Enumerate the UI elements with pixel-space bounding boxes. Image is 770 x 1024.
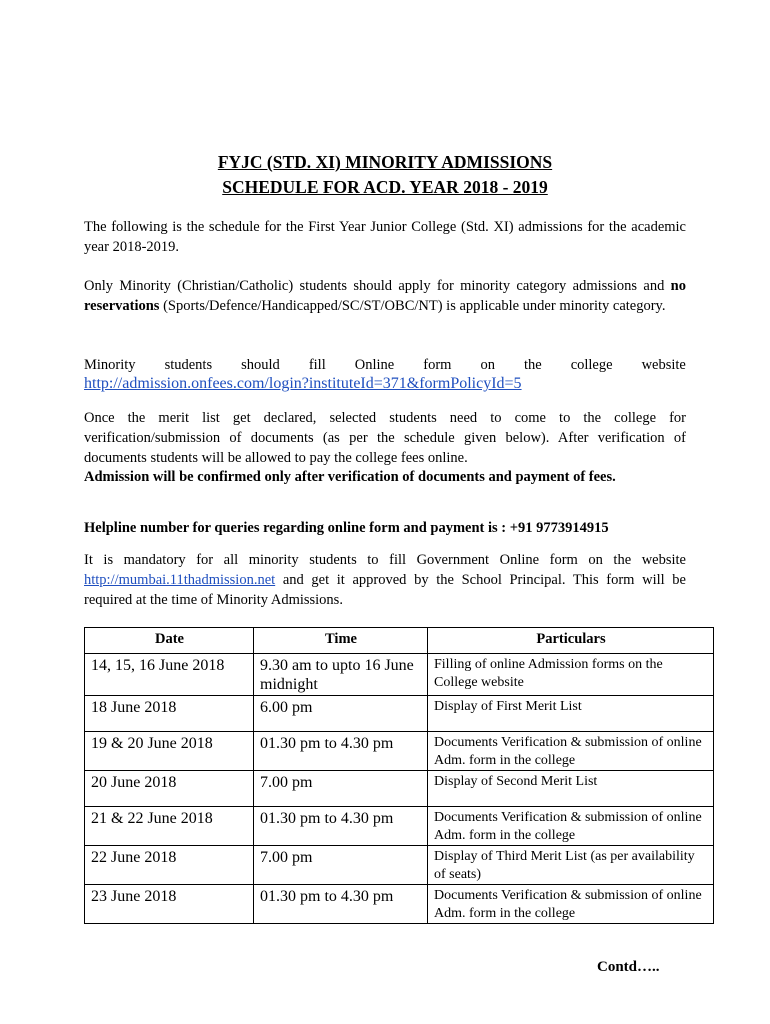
government-form-note: [84, 550, 686, 610]
table-header-row: [85, 628, 714, 654]
schedule-body: [85, 654, 714, 924]
row-particulars: Display of Third Merit List (as per availability of seats): [428, 846, 714, 885]
row-particulars: Documents Verification & submission of online Adm. form in the college: [428, 885, 714, 924]
header-date: Date: [85, 628, 254, 654]
helpline-note: [84, 518, 686, 538]
government-form-part2: and get it approved by the School Principal. This form will be required at the time of Minority Admissions.: [84, 572, 686, 608]
online-form-link-line: [84, 374, 686, 394]
row-particulars: Documents Verification & submission of online Adm. form in the college: [428, 807, 714, 846]
row-date: 22 June 2018: [85, 846, 254, 885]
title-line-1: FYJC (STD. XI) MINORITY ADMISSIONS: [217, 152, 553, 172]
online-form-instruction: [84, 355, 686, 375]
table-row: [85, 885, 714, 924]
continued-note: Contd…..: [597, 959, 660, 975]
row-date: 14, 15, 16 June 2018: [85, 654, 254, 696]
row-particulars: Filling of online Admission forms on the College website: [428, 654, 714, 696]
instruction-word: website: [641, 357, 686, 373]
row-time: 01.30 pm to 4.30 pm: [254, 885, 428, 924]
minority-note: [84, 276, 686, 316]
header-particulars: Particulars: [428, 628, 714, 654]
row-particulars: Display of First Merit List: [428, 696, 714, 732]
no-reservations-text: no reservations: [84, 278, 686, 314]
instruction-word: should: [241, 357, 280, 373]
admission-onfees-link[interactable]: http://admission.onfees.com/login?instituteId=371&formPolicyId=5: [84, 375, 522, 392]
row-particulars: Documents Verification & submission of online Adm. form in the college: [428, 732, 714, 771]
instruction-word: students: [164, 357, 213, 373]
mumbai-11thadmission-link[interactable]: http://mumbai.11thadmission.net: [84, 572, 276, 588]
table-row: [85, 846, 714, 885]
row-time: 01.30 pm to 4.30 pm: [254, 732, 428, 771]
merit-note: Once the merit list get declared, selected students need to come to the college for verification/submission of documents (as per the schedule given below). After verification of documents students will be allowed to pay the college fees online.: [84, 410, 686, 466]
row-particulars: Display of Second Merit List: [428, 771, 714, 807]
instruction-word: the: [523, 357, 542, 373]
intro-paragraph: The following is the schedule for the First Year Junior College (Std. XI) admissions for the academic year 2018-2019.: [84, 219, 686, 255]
row-date: 23 June 2018: [85, 885, 254, 924]
instruction-word: fill: [308, 357, 326, 373]
government-form-part1: It is mandatory for all minority students to fill Government Online form on the website: [84, 552, 686, 568]
table-row: [85, 771, 714, 807]
row-date: 20 June 2018: [85, 771, 254, 807]
header-time: Time: [254, 628, 428, 654]
row-time: 7.00 pm: [254, 846, 428, 885]
instruction-word: college: [570, 357, 613, 373]
minority-note-part1: Only Minority (Christian/Catholic) students should apply for minority category admissions and: [84, 278, 671, 294]
row-time: 6.00 pm: [254, 696, 428, 732]
row-date: 18 June 2018: [85, 696, 254, 732]
minority-note-part2: (Sports/Defence/Handicapped/SC/ST/OBC/NT) is applicable under minority category.: [159, 298, 666, 314]
schedule-table: [84, 627, 714, 924]
table-row: [85, 696, 714, 732]
table-row: [85, 807, 714, 846]
confirmation-note: [84, 467, 686, 487]
instruction-word: form: [423, 357, 452, 373]
row-date: 21 & 22 June 2018: [85, 807, 254, 846]
instruction-word: on: [480, 357, 495, 373]
title-line-2: SCHEDULE FOR ACD. YEAR 2018 - 2019: [222, 177, 548, 197]
table-row: [85, 654, 714, 696]
row-time: 9.30 am to upto 16 June midnight: [254, 654, 428, 696]
table-row: [85, 732, 714, 771]
confirmation-text: Admission will be confirmed only after verification of documents and payment of fees.: [84, 469, 616, 485]
helpline-text: Helpline number for queries regarding online form and payment is : +91 9773914915: [84, 520, 609, 536]
row-time: 7.00 pm: [254, 771, 428, 807]
instruction-word: Minority: [84, 357, 136, 373]
row-date: 19 & 20 June 2018: [85, 732, 254, 771]
row-time: 01.30 pm to 4.30 pm: [254, 807, 428, 846]
instruction-word: Online: [354, 357, 395, 373]
